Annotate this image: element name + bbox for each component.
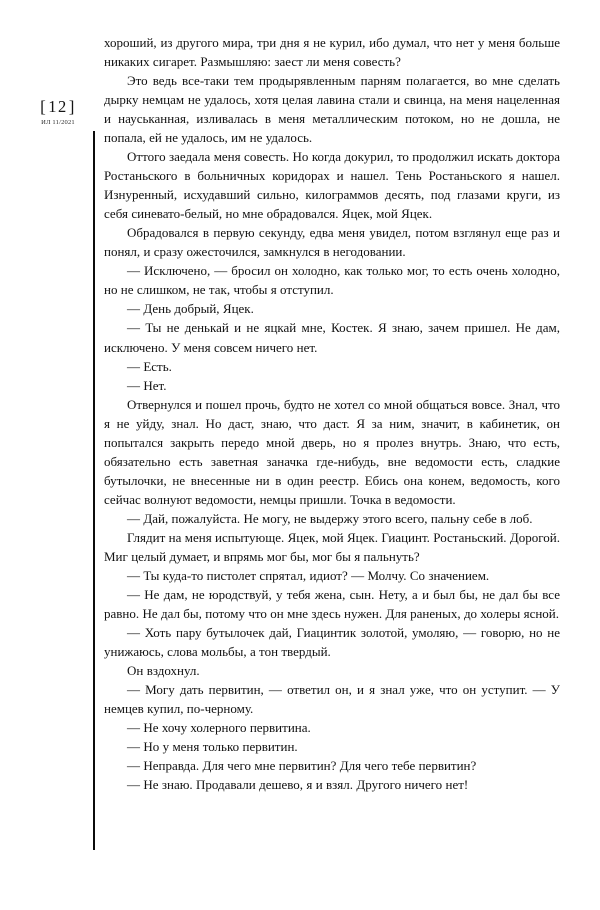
- folio-close-bracket: ]: [68, 97, 76, 116]
- page-margin-marker: [24, 98, 92, 126]
- folio-open-bracket: [: [40, 97, 48, 116]
- paragraph: — Не дам, не юродствуй, у тебя жена, сын. Нету, а и был бы, не дал бы все равно. Не дал бы, потому что он мне здесь нужен. Для раненых, до холеры ясной.: [104, 586, 560, 621]
- paragraph: — Ты куда-то пистолет спрятал, идиот? — Молчу. Со значением.: [127, 567, 490, 583]
- paragraph: Это ведь все-таки тем продырявленным парням полагается, во мне сделать дырку немцам не удалось, хотя целая лавина стали и свинца, на меня нацеленная и науськанная, изливалась в меня металлическим потоком, но не дошла, не попала, ей не удалось, им не удалось.: [104, 73, 560, 146]
- paragraph: — Ты не денькай и не яцкай мне, Костек. Я знаю, зачем пришел. Не дам, исключено. У меня совсем ничего нет.: [104, 320, 560, 355]
- journal-issue-label: ИЛ 11/2021: [41, 118, 75, 126]
- paragraph: — Могу дать первитин, — ответил он, и я знал уже, что он уступит. — У немцев купил, по-черному.: [104, 682, 560, 717]
- paragraph: — Нет.: [127, 377, 167, 393]
- paragraph: хороший, из другого мира, три дня я не курил, ибо думал, что нет у меня больше никаких сигарет. Размышляю: заест ли меня совесть?: [104, 35, 560, 70]
- paragraph: Оттого заедала меня совесть. Но когда докурил, то продолжил искать доктора Ростаньского в больничных коридорах и нашел. Тень Ростаньского я нашел. Изнуренный, исхудавший сильно, килограммов десять, под глазами круги, из себя синевато-белый, но мне обрадовался. Яцек, мой Яцек.: [104, 149, 560, 222]
- paragraph: — Исключено, — бросил он холодно, как только мог, то есть очень холодно, но не слишком, не так, чтобы я отступил.: [104, 263, 560, 298]
- paragraph: — Дай, пожалуйста. Не могу, не выдержу этого всего, пальну себе в лоб.: [127, 510, 533, 526]
- paragraph: Отвернулся и пошел прочь, будто не хотел со мной общаться вовсе. Знал, что я не уйду, знал. Но даст, знаю, что даст. Я за ним, значит, в кабинетик, он попытался закрыть передо мной дверь, но я пролез внутрь. Знаю, что есть, обязательно есть заветная заначка где-нибудь, вне ведомости есть, сладкие бутылочки, не внесенные ни в один реестр. Ебись она конем, ведомость, кого сейчас волнуют ведомости, немцы пришли. Точка в ведомости.: [104, 396, 560, 507]
- paragraph: — Не знаю. Продавали дешево, я и взял. Другого ничего нет!: [127, 777, 469, 793]
- paragraph: Глядит на меня испытующе. Яцек, мой Яцек. Гиацинт. Ростаньский. Дорогой. Миг целый думает, и впрямь мог бы, мог бы я пальнуть?: [104, 529, 560, 564]
- paragraph: Обрадовался в первую секунду, едва меня увидел, потом взглянул еще раз и понял, и сразу ожесточился, замкнулся в негодовании.: [104, 225, 560, 260]
- paragraph: — Неправда. Для чего мне первитин? Для чего тебе первитин?: [127, 758, 477, 774]
- paragraph: — Не хочу холерного первитина.: [127, 720, 311, 736]
- paragraph: — Хоть пару бутылочек дай, Гиацинтик золотой, умоляю, — говорю, но не унижаюсь, слова мольбы, а тон твердый.: [104, 624, 560, 659]
- paragraph: — Но у меня только первитин.: [127, 739, 298, 755]
- folio-number-block: [24, 98, 92, 116]
- paragraph: — Есть.: [127, 358, 172, 374]
- paragraph: — День добрый, Яцек.: [127, 301, 254, 317]
- margin-vertical-rule: [93, 131, 95, 850]
- folio-number: 12: [48, 97, 68, 116]
- paragraph: Он вздохнул.: [127, 663, 200, 679]
- body-text-column: [104, 33, 560, 794]
